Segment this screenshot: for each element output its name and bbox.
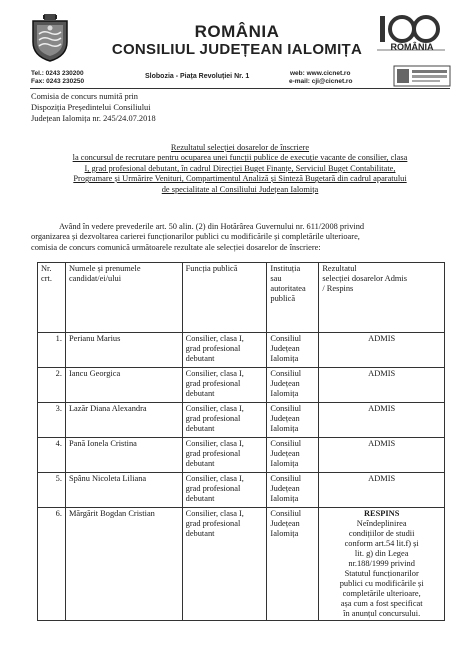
table-row — [38, 368, 445, 403]
row-result: ADMIS — [319, 368, 445, 403]
row-nr: 5. — [38, 473, 66, 508]
title-line-4: Programare și Urmărire Venituri, Compartimentul Analiză și Sinteză Bugetară din cadrul aparatului — [73, 174, 407, 184]
intro-line-3: Județean Ialomița nr. 245/24.07.2018 — [31, 114, 156, 123]
header-divider — [30, 88, 450, 89]
row-name: Iancu Georgica — [65, 368, 182, 403]
table-row — [38, 438, 445, 473]
row-institution: Consiliul Județean Ialomița — [267, 333, 319, 368]
header-fax: Fax: 0243 230250 — [31, 78, 85, 85]
row-result: ADMIS — [319, 333, 445, 368]
header-country: ROMÂNIA — [194, 22, 280, 41]
row-name: Lazăr Diana Alexandra — [65, 403, 182, 438]
row-institution: Consiliul Județean Ialomița — [267, 473, 319, 508]
header-nr: Nr. crt. — [38, 263, 66, 333]
table-header-row — [38, 263, 445, 333]
rejection-status: RESPINS — [363, 509, 400, 518]
row-nr: 6. — [38, 508, 66, 621]
header-institution: CONSILIUL JUDEȚEAN IALOMIȚA — [111, 41, 363, 58]
row-function: Consilier, clasa I, grad profesional debutant — [182, 368, 267, 403]
result-title — [30, 143, 450, 195]
header-web: web: www.cicnet.ro — [290, 70, 351, 77]
paragraph-line-1: Având în vedere prevederile art. 50 alin. (2) din Hotărârea Guvernului nr. 611/2008 privind — [59, 222, 365, 231]
row-name: Mărgărit Bogdan Cristian — [65, 508, 182, 621]
title-line-5: de specialitate al Consiliului Județean Ialomița — [161, 184, 319, 194]
results-table — [37, 262, 445, 621]
row-function: Consilier, clasa I, grad profesional debutant — [182, 403, 267, 438]
row-institution: Consiliul Județean Ialomița — [267, 403, 319, 438]
header-email: e-mail: cji@cicnet.ro — [289, 78, 353, 85]
row-nr: 3. — [38, 403, 66, 438]
header-name: Numele și prenumele candidat/ei/ului — [65, 263, 182, 333]
header-institution: Instituția sau autoritatea publică — [267, 263, 319, 333]
table-row — [38, 473, 445, 508]
table-row — [38, 333, 445, 368]
row-function: Consilier, clasa I, grad profesional debutant — [182, 438, 267, 473]
row-name: Pană Ionela Cristina — [65, 438, 182, 473]
header-function: Funcția publică — [182, 263, 267, 333]
row-result: ADMIS — [319, 403, 445, 438]
table-row — [38, 403, 445, 438]
row-name: Perianu Marius — [65, 333, 182, 368]
paragraph-line-3: comisia de concurs comunică următoarele rezultate ale selecției dosarelor de înscriere: — [31, 242, 321, 252]
title-line-2: la concursul de recrutare pentru ocuparea unei funcții publice de execuție vacante de consilier, clasa — [72, 153, 408, 163]
row-result: RESPINS Neîndeplinirea condițiilor de studii conform art.54 lit.f) și lit. g) din Legea nr.188/1999 privind Statutul funcționarilor publici cu modificările și completările ulterioare, așa cum a fost specificat în anunțul concursului. — [319, 508, 445, 621]
certification-stamp-icon — [393, 65, 451, 87]
header-result: Rezultatul selecției dosarelor Admis / Respins — [319, 263, 445, 333]
header-tel: Tel.: 0243 230200 — [31, 70, 84, 77]
header-address: Slobozia - Piața Revoluției Nr. 1 — [145, 73, 250, 80]
table-row — [38, 508, 445, 621]
row-nr: 1. — [38, 333, 66, 368]
intro-line-2: Dispoziția Președintelui Consiliului — [31, 103, 151, 112]
row-institution: Consiliul Județean Ialomița — [267, 508, 319, 621]
row-nr: 4. — [38, 438, 66, 473]
intro-line-1: Comisia de concurs numită prin — [31, 92, 138, 101]
title-line-1: Rezultatul selecției dosarelor de înscriere — [170, 143, 310, 152]
row-name: Spânu Nicoleta Liliana — [65, 473, 182, 508]
title-line-3: I, grad profesional debutant, în cadrul Direcției Buget Finanțe, Serviciul Buget Contabilitate, — [84, 163, 396, 173]
row-function: Consilier, clasa I, grad profesional debutant — [182, 473, 267, 508]
row-result: ADMIS — [319, 438, 445, 473]
intro-paragraph — [31, 222, 451, 253]
row-institution: Consiliul Județean Ialomița — [267, 368, 319, 403]
row-function: Consilier, clasa I, grad profesional debutant — [182, 508, 267, 621]
centenary-logo-label: ROMÂNIA — [390, 42, 434, 52]
row-institution: Consiliul Județean Ialomița — [267, 438, 319, 473]
row-result: ADMIS — [319, 473, 445, 508]
row-function: Consilier, clasa I, grad profesional debutant — [182, 333, 267, 368]
row-nr: 2. — [38, 368, 66, 403]
paragraph-line-2: organizarea și dezvoltarea carierei funcționarilor publici cu modificările și completările ulterioare, — [31, 232, 360, 242]
